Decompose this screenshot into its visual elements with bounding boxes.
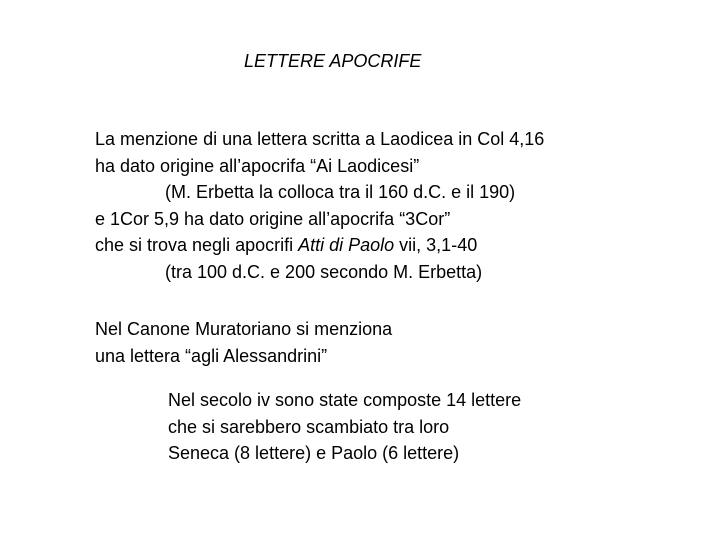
slide-title: LETTERE APOCRIFE [244,51,422,71]
text-segment: che si trova negli apocrifi [95,235,299,255]
text-line: che si sarebbero scambiato tra loro [168,416,450,437]
apocryphal-letters-paragraph [95,126,544,285]
text-line: Nel Canone Muratoriano si menziona [95,319,393,339]
text-line: una lettera “agli Alessandrini” [95,345,328,366]
text-line: ha dato origine all’apocrifa “Ai Laodicesi” [95,155,420,176]
text-line-indented: (M. Erbetta la colloca tra il 160 d.C. e il 190) [165,182,516,202]
muratorian-canon-paragraph [95,316,392,369]
book-title-italic: Atti di Paolo [298,235,395,255]
text-segment: vii, 3,1‑40 [394,235,478,255]
text-line: Seneca (8 lettere) e Paolo (6 lettere) [168,443,460,463]
text-line: Nel secolo iv sono state composte 14 lettere [168,390,522,410]
text-line: La menzione di una lettera scritta a Laodicea in Col 4,16 [95,129,545,149]
text-line-indented: (tra 100 d.C. e 200 secondo M. Erbetta) [165,261,483,282]
text-line: e 1Cor 5,9 ha dato origine all’apocrifa “3Cor” [95,208,451,229]
text-line [95,232,544,259]
seneca-paul-paragraph [168,387,521,467]
